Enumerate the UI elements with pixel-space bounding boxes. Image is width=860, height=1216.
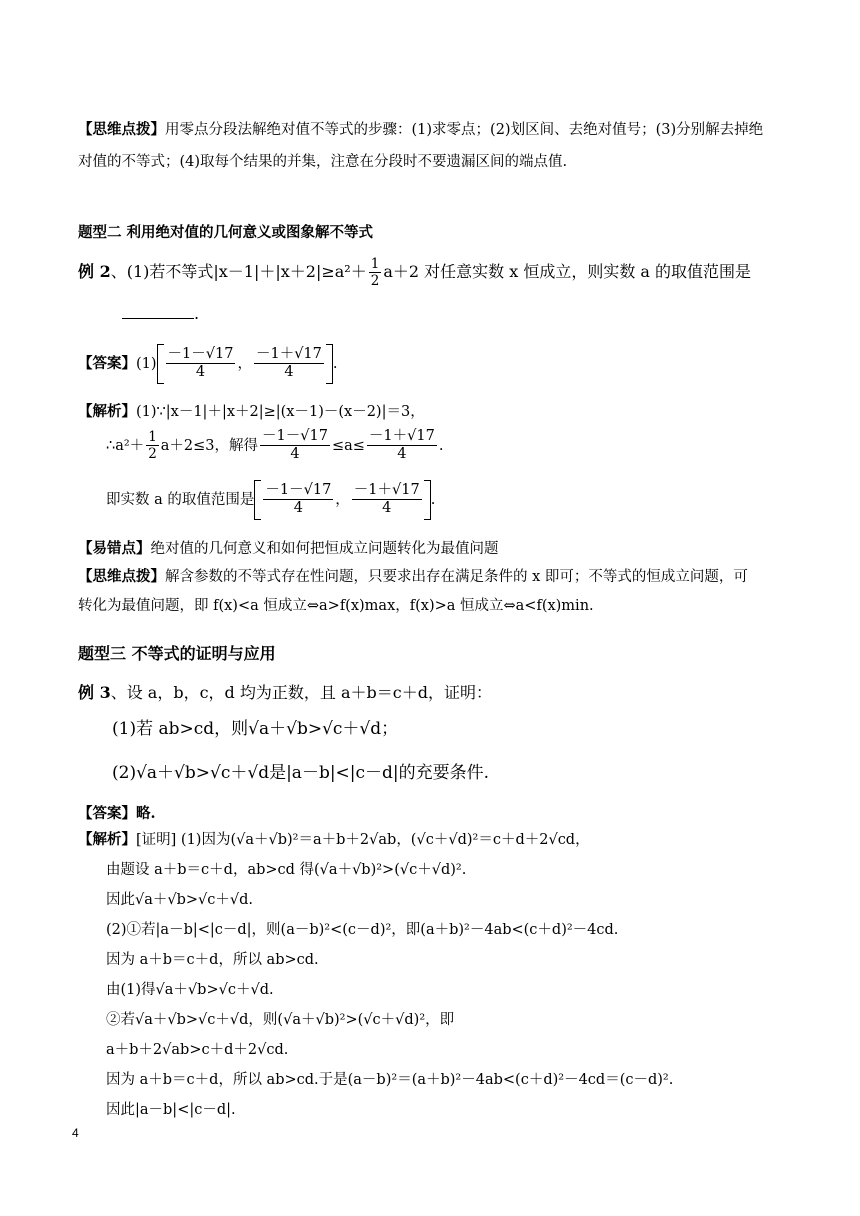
sol3-line-8: 因为 a＋b＝c＋d，所以 ab>cd.于是(a－b)²＝(a＋b)²－4ab<(c＋d)²－4cd＝(c－d)². [106,1072,674,1088]
sol2-line2-a: ∴a²＋ [106,437,145,454]
tip2-text-1: 解含参数的不等式存在性问题，只要求出存在满足条件的 x 即可；不等式的恒成立问题，可 [165,569,748,585]
ex3-label: 例 3 [78,683,111,702]
sol3-line-9: 因此|a－b|<|c－d|. [106,1102,236,1118]
sol2-line3-end: . [430,491,436,508]
sol2-r-f1-num: －1－√17 [263,482,333,500]
type2-title: 题型二 利用绝对值的几何意义或图象解不等式 [78,224,374,241]
ans2-frac2 [254,346,324,382]
sol2-frac1 [260,428,330,464]
ex2-stem-a: 、(1)若不等式|x－1|＋|x＋2|≥a²＋ [110,262,367,282]
sol2-line3-a: 即实数 a 的取值范围是 [106,491,255,508]
tip1-line1 [78,118,790,139]
ex2-half-fraction [369,256,382,289]
ex2-answer-blank [122,302,194,319]
ans3-text: 略. [136,805,156,822]
sol2-r-frac1 [263,482,333,518]
page-number: 4 [72,1126,79,1140]
ans2-end: . [332,355,338,372]
pitfall-line [78,537,790,558]
sol3-line-7: a＋b＋2√ab>c＋d＋2√cd. [106,1042,289,1058]
ex3-stem-text: 、设 a，b，c，d 均为正数，且 a＋b＝c＋d，证明： [110,683,492,702]
sol2-label: 【解析】 [78,403,136,420]
ans2-prefix: (1) [136,355,157,372]
sol2-line1 [78,400,790,421]
sol2-f1-num: －1－√17 [260,428,330,446]
ans2-f1-den: 4 [195,364,206,381]
sol2-line2-end: . [438,437,444,454]
ex2-blank-end: . [194,304,200,323]
ans2-frac1 [166,346,236,382]
ex3-part2: (2)√a＋√b>√c＋√d是|a－b|<|c－d|的充要条件. [112,763,490,783]
sol2-half-num: 1 [148,429,157,446]
sol3-line-0 [78,828,790,849]
type3-title: 题型三 不等式的证明与应用 [78,644,276,663]
sol2-interval [254,480,430,520]
ans3-line [78,802,790,823]
ans2-f2-num: －1＋√17 [254,346,324,364]
sol2-r-f1-den: 4 [293,500,303,517]
sol2-line1-text: (1)∵|x－1|＋|x＋2|≥|(x－1)－(x－2)|＝3， [136,404,425,420]
sol2-frac2 [367,428,437,464]
sol2-sep: ， [335,491,350,508]
ans2-interval [157,344,333,384]
sol2-r-f2-num: －1＋√17 [352,482,422,500]
sol2-half-den: 2 [148,446,157,463]
tip1-text-1: 用零点分段法解绝对值不等式的步骤：(1)求零点；(2)划区间、去绝对值号；(3)分别解去掉绝 [165,122,764,138]
sol2-r-frac2 [352,482,422,518]
sol2-f2-den: 4 [397,446,407,463]
sol3-line-2: 因此√a＋√b>√c＋√d. [106,892,254,908]
sol2-r-f2-den: 4 [382,500,392,517]
sol2-line2 [106,428,790,464]
ex3-part1: (1)若 ab>cd，则√a＋√b>√c＋√d； [112,719,399,739]
ex2-label: 例 2 [78,262,111,282]
sol2-line2-b: a＋2≤3，解得 [160,437,259,454]
ex2-half-num: 1 [370,256,380,272]
tip2-label: 【思维点拨】 [78,568,165,585]
ans2-f1-num: －1－√17 [166,346,236,364]
ex2-blank-line [122,302,790,323]
sol2-f1-den: 4 [290,446,300,463]
sol2-le: ≤a≤ [331,437,365,454]
sol3-text-0: [证明] (1)因为(√a＋√b)²＝a＋b＋2√ab，(√c＋√d)²＝c＋d＋2√cd， [136,832,590,848]
ex2-half-den: 2 [370,273,380,290]
pitfall-label: 【易错点】 [78,540,151,557]
ans2-f2-den: 4 [284,364,294,381]
sol3-line-5: 由(1)得√a＋√b>√c＋√d. [106,982,274,998]
sol2-line3 [106,480,790,520]
ans3-label: 【答案】 [78,805,136,822]
sol2-half [146,429,159,462]
ex2-stem [78,256,790,289]
ans2-sep: ， [237,355,252,372]
tip1-label: 【思维点拨】 [78,121,165,138]
ex2-stem-b: a＋2 对任意实数 x 恒成立，则实数 a 的取值范围是 [383,262,752,282]
tip2-line1 [78,565,790,586]
pitfall-text: 绝对值的几何意义和如何把恒成立问题转化为最值问题 [150,541,499,557]
sol3-label: 【解析】 [78,831,136,848]
sol3-line-4: 因为 a＋b＝c＋d，所以 ab>cd. [106,952,319,968]
sol3-line-6: ②若√a＋√b>√c＋√d，则(√a＋√b)²>(√c＋√d)²，即 [106,1012,455,1028]
tip2-line2: 转化为最值问题，即 f(x)<a 恒成立⇔a>f(x)max，f(x)>a 恒成立⇔a<f(x)min. [78,598,594,614]
tip1-line2: 对值的不等式；(4)取每个结果的并集，注意在分段时不要遗漏区间的端点值. [78,154,568,170]
sol3-line-1: 由题设 a＋b＝c＋d，ab>cd 得(√a＋√b)²>(√c＋√d)². [106,862,467,878]
ans2-line [78,344,790,384]
sol3-line-3: (2)①若|a－b|<|c－d|，则(a－b)²<(c－d)²，即(a＋b)²－4ab<(c＋d)²－4cd. [106,922,619,938]
ex3-stem [78,680,790,703]
sol2-f2-num: －1＋√17 [367,428,437,446]
ans2-label: 【答案】 [78,354,136,372]
